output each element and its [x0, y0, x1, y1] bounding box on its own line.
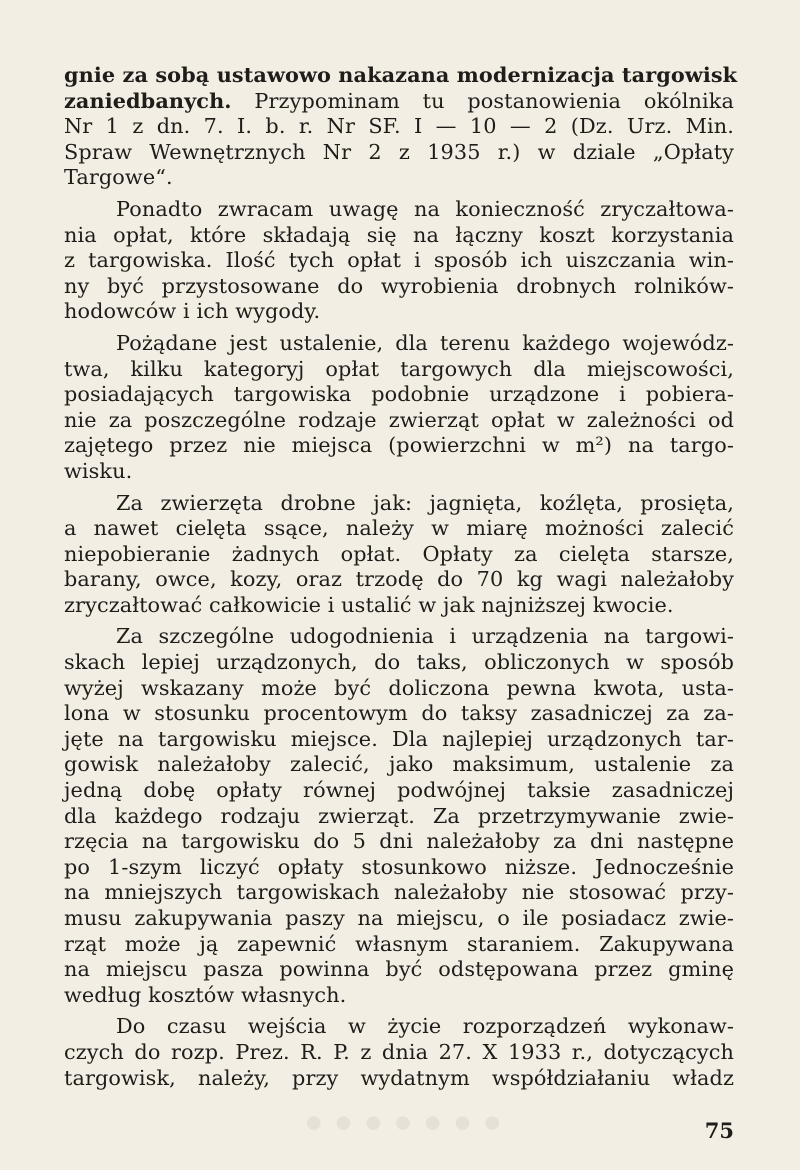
text-line: twa, kilku kategoryj opłat targowych dla miejscowości, — [64, 356, 734, 381]
text-line: lona w stosunku procentowym do taksy zasadniczej za za- — [64, 701, 734, 726]
text-line: wisku. — [64, 458, 133, 483]
text-line: Nr 1 z dn. 7. I. b. r. Nr SF. I — 10 — 2 (Dz. Urz. Min. — [64, 114, 734, 139]
text-line: jęte na targowisku miejsce. Dla najlepiej urządzonych tar- — [64, 726, 734, 751]
text-line: Spraw Wewnętrznych Nr 2 z 1935 r.) w dziale „Opłaty — [64, 139, 734, 164]
text-line — [64, 88, 734, 115]
text-line: barany, owce, kozy, oraz trzodę do 70 kg wagi należałoby — [64, 567, 734, 592]
text-line: gowisk należałoby zalecić, jako maksimum, ustalenie za — [64, 752, 734, 777]
text-line: rzęcia na targowisku do 5 dni należałoby za dni następne — [64, 829, 734, 854]
text-line: Za zwierzęta drobne jak: jagnięta, koźlęta, prosięta, — [116, 490, 734, 515]
text-line: nie za poszczególne rodzaje zwierząt opłat w zależności od — [64, 407, 734, 432]
text-line: według kosztów własnych. — [64, 982, 347, 1007]
text-line: nia opłat, które składają się na łączny koszt korzystania — [64, 222, 734, 247]
paragraph-1 — [64, 62, 738, 191]
text-line-rest: Przypominam tu postanowienia okólnika — [254, 88, 734, 113]
text-line: skach lepiej urządzonych, do taks, obliczonych w sposób — [64, 650, 734, 675]
text-line: na mniejszych targowiskach należałoby nie stosować przy- — [64, 880, 734, 905]
text-line: czych do rozp. Prez. R. P. z dnia 27. X 1933 r., dotyczących — [64, 1039, 734, 1064]
text-line: wyżej wskazany może być doliczona pewna kwota, usta- — [64, 675, 734, 700]
paragraph-4 — [64, 491, 734, 619]
text-line-bold-lead: zaniedbanych. — [64, 87, 232, 113]
text-line: gnie za sobą ustawowo nakazana modernizacja targowisk — [64, 62, 738, 87]
text-line: po 1-szym liczyć opłaty stosunkowo niższe. Jednocześnie — [64, 854, 734, 879]
text-line: jedną dobę opłaty równej podwójnej taksie zasadniczej — [64, 778, 734, 803]
text-line: musu zakupywania paszy na miejscu, o ile posiadacz zwie- — [64, 906, 734, 930]
text-line: na miejscu pasza powinna być odstępowana przez gminę — [64, 957, 734, 982]
text-line: z targowiska. Ilość tych opłat i sposób ich uiszczania win- — [64, 248, 734, 273]
paragraph-3 — [64, 331, 734, 485]
text-line: Ponadto zwracam uwagę na konieczność zryczałtowa- — [116, 196, 734, 221]
paragraph-2 — [64, 197, 734, 325]
text-line: zryczałtować całkowicie i ustalić w jak najniższej kwocie. — [64, 592, 674, 617]
text-line: a nawet cielęta ssące, należy w miarę możności zalecić — [64, 516, 734, 541]
document-page — [64, 62, 738, 1102]
text-line: Do czasu wejścia w życie rozporządzeń wykonaw- — [116, 1014, 734, 1039]
text-line: rząt może ją zapewnić własnym staraniem. Zakupywana — [64, 931, 734, 956]
text-line: targowisk, należy, przy wydatnym współdziałaniu władz — [64, 1065, 734, 1090]
text-line: hodowców i ich wygody. — [64, 299, 321, 324]
text-line: dla każdego rodzaju zwierząt. Za przetrzymywanie zwie- — [64, 803, 734, 828]
text-line: Targowe“. — [64, 165, 173, 190]
page-number: 75 — [704, 1118, 734, 1143]
paragraph-6 — [64, 1014, 734, 1091]
text-line: Pożądane jest ustalenie, dla terenu każdego wojewódz- — [116, 330, 734, 355]
watermark-text: ······· — [300, 1081, 510, 1167]
paragraph-5 — [64, 624, 734, 1008]
text-line: zajętego przez nie miejsca (powierzchni w m²) na targo- — [64, 433, 734, 458]
text-line: niepobieranie żadnych opłat. Opłaty za cielęta starsze, — [64, 541, 734, 566]
text-line: Za szczególne udogodnienia i urządzenia na targowi- — [116, 624, 734, 649]
text-line: ny być przystosowane do wyrobienia drobnych rolników- — [64, 273, 734, 298]
text-line: posiadających targowiska podobnie urządzone i pobiera- — [64, 382, 734, 407]
